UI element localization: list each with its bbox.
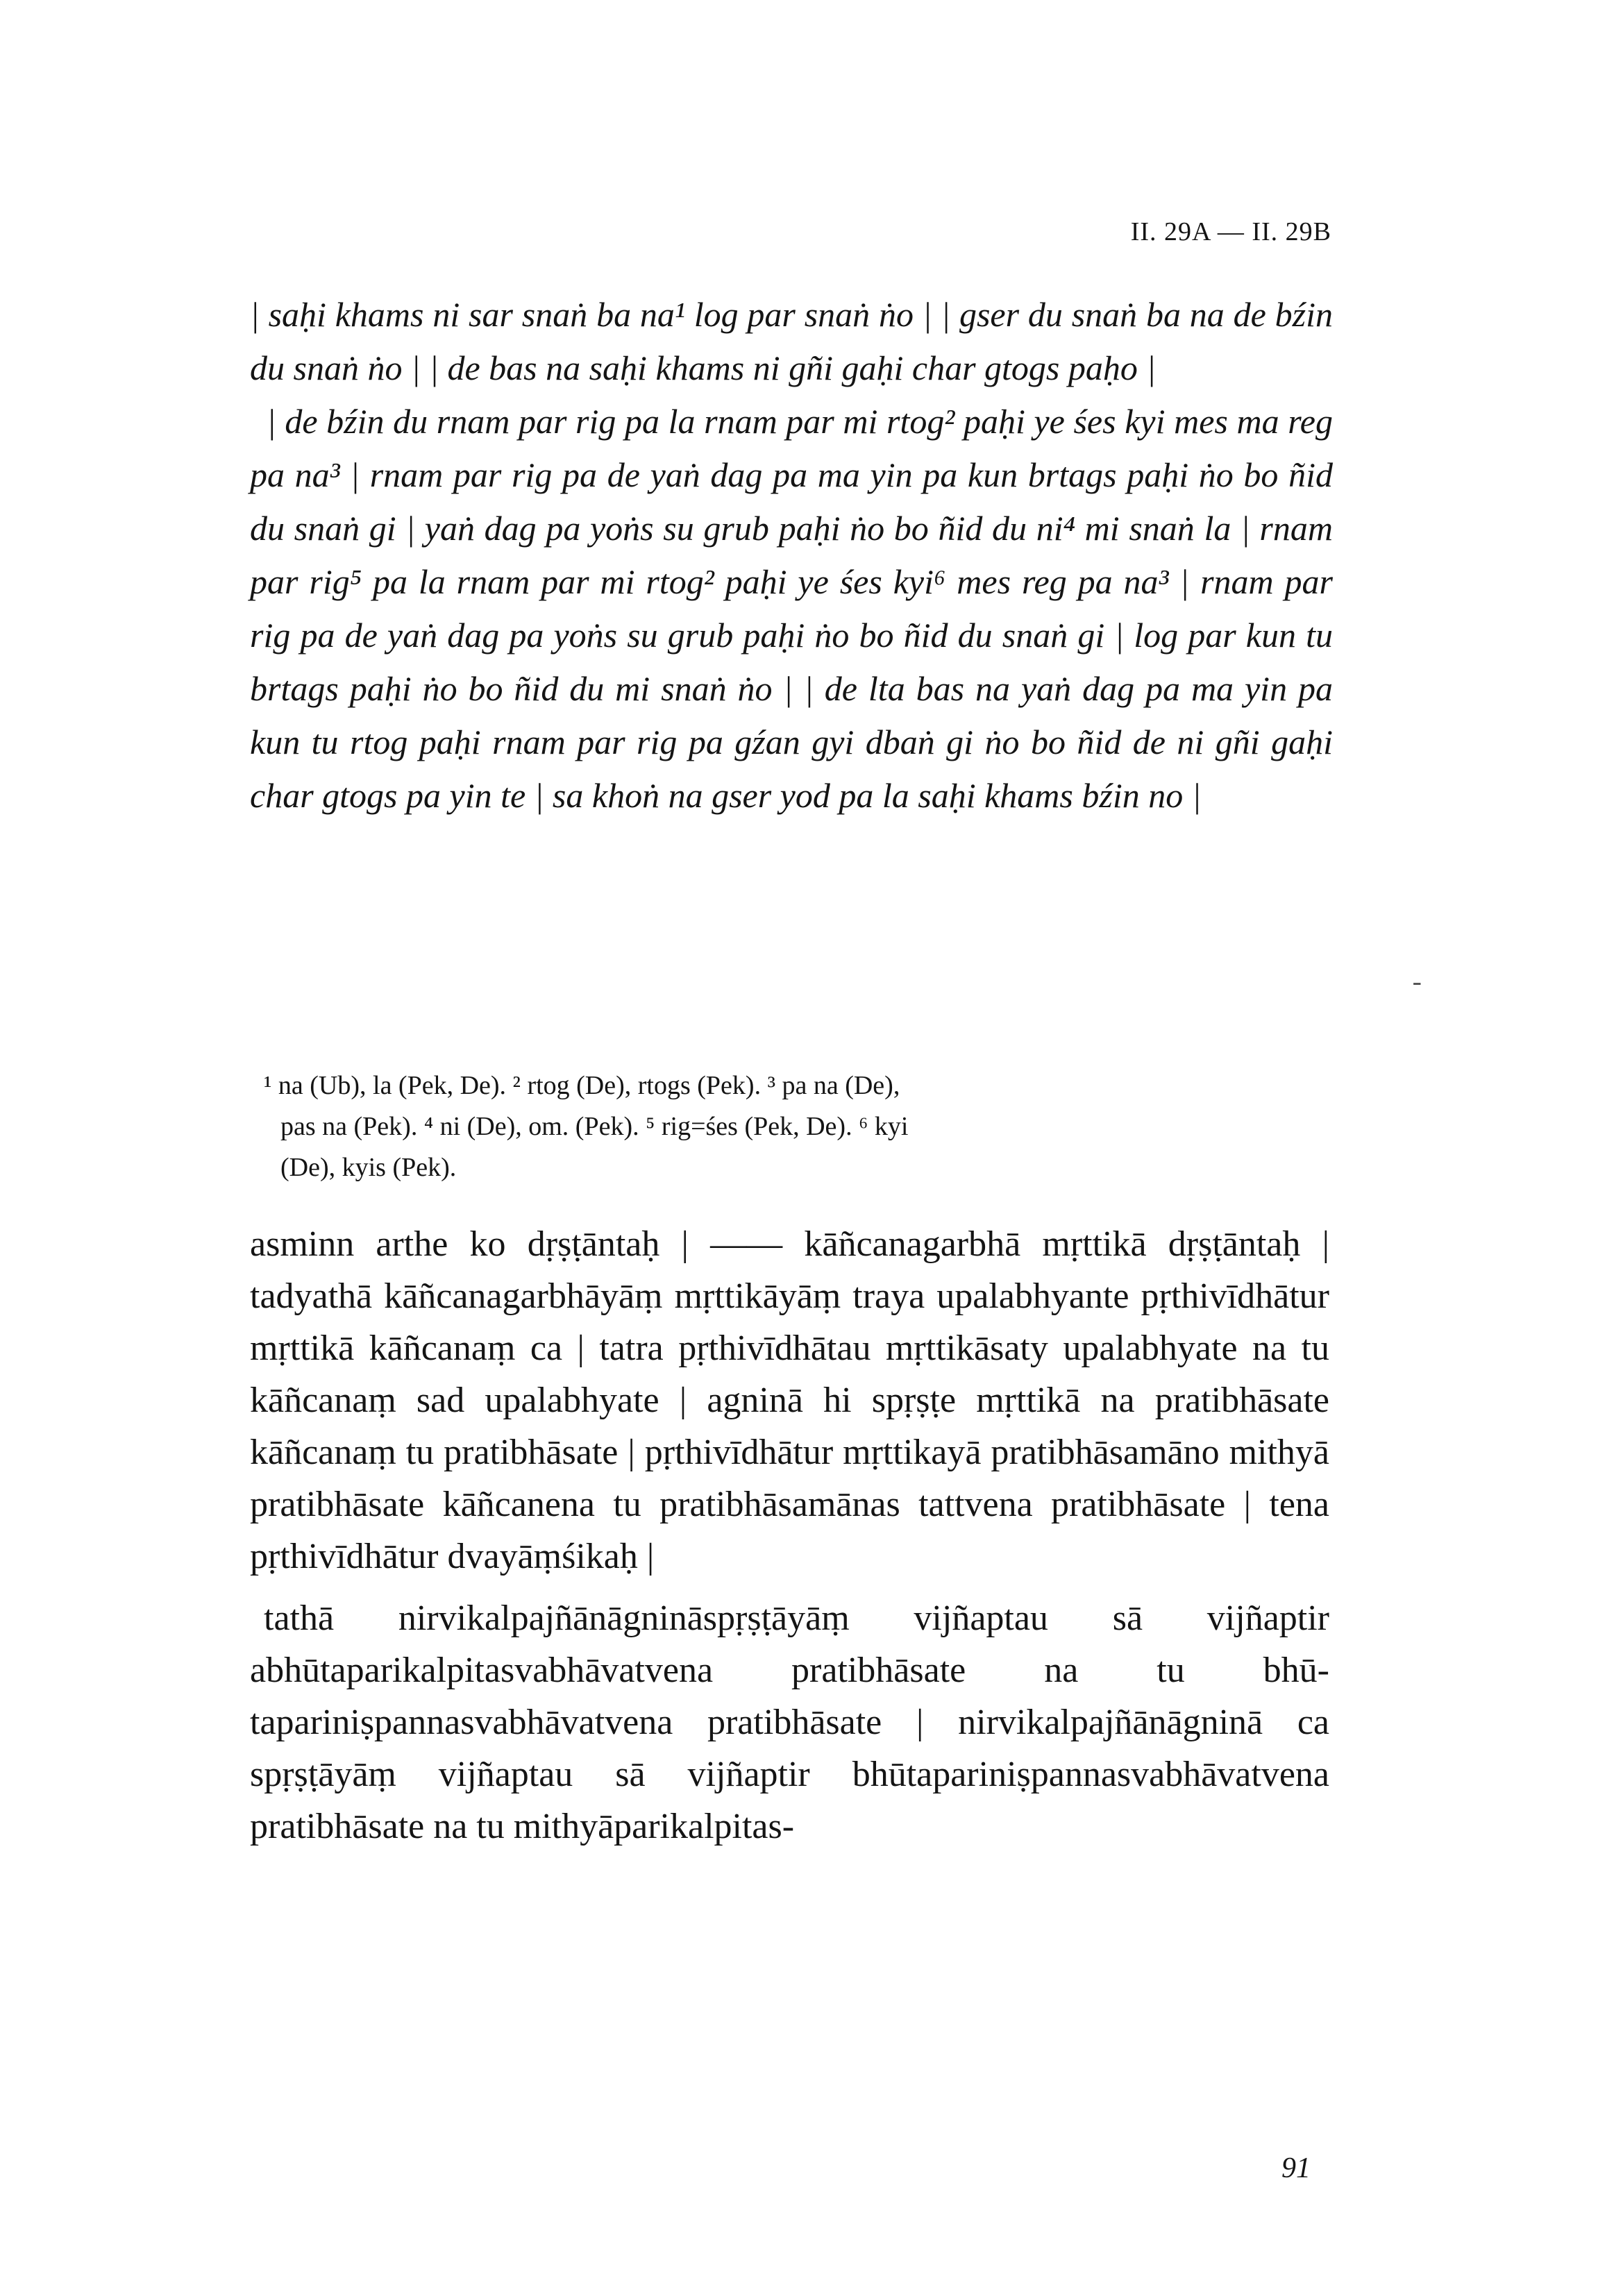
footnotes (264, 1065, 1333, 1188)
sanskrit-text-block (250, 1218, 1329, 1862)
tibetan-paragraph-1: | saḥi khams ni sar snaṅ ba na¹ log par snaṅ ṅo | | gser du snaṅ ba na de bźin du snaṅ ṅo | | de bas na saḥi khams ni gñi gaḥi char gtogs paḥo | (250, 295, 1333, 387)
page-number: 91 (1281, 2152, 1311, 2184)
tibetan-paragraph-2: | de bźin du rnam par rig pa la rnam par mi rtog² paḥi ye śes kyi mes ma reg pa na³ | rnam par rig pa de yaṅ dag pa ma yin pa kun brtags paḥi ṅo bo ñid du snaṅ gi | yaṅ dag pa yoṅs su grub paḥi ṅo bo ñid du ni⁴ mi snaṅ la | rnam par rig⁵ pa la rnam par mi rtog² paḥi ye śes kyi⁶ mes reg pa na³ | rnam par rig pa de yaṅ dag pa yoṅs su grub paḥi ṅo bo ñid du snaṅ gi | log par kun tu brtags paḥi ṅo bo ñid du mi snaṅ ṅo | | de lta bas na yaṅ dag pa ma yin pa kun tu rtog paḥi rnam par rig pa gźan gyi dbaṅ gi ṅo bo ñid de ni gñi gaḥi char gtogs pa yin te | sa khoṅ na gser yod pa la saḥi khams bźin no | (250, 402, 1333, 815)
footnote-line-2: pas na (Pek). ⁴ ni (De), om. (Pek). ⁵ rig=śes (Pek, De). ⁶ kyi (280, 1112, 909, 1141)
sanskrit-paragraph-1: asminn arthe ko dṛṣṭāntaḥ | —— kāñcanagarbhā mṛttikā dṛṣṭāntaḥ | tadyathā kāñcanagarbhāyāṃ mṛttikāyāṃ traya upalabhyante pṛthivīdhātur mṛttikā kāñcanaṃ ca | tatra pṛthivīdhātau mṛttikāsaty upalabhyate na tu kāñcanaṃ sad upalabhyate | agninā hi spṛṣṭe mṛttikā na pratibhāsate kāñcanaṃ tu pratibhāsate | pṛthivīdhātur mṛttikayā pratibhāsamāno mithyā pratibhāsate kāñcanena tu pratibhāsamānas tattvena pratibhāsate | tena pṛthivīdhātur dvayāṃśikaḥ | (250, 1224, 1329, 1576)
running-head: II. 29A — II. 29B (1130, 217, 1331, 246)
tibetan-text-block (250, 288, 1333, 822)
margin-mark: - (1412, 965, 1422, 997)
footnote-line-3: (De), kyis (Pek). (280, 1153, 457, 1182)
footnote-line-1: ¹ na (Ub), la (Pek, De). ² rtog (De), rtogs (Pek). ³ pa na (De), (264, 1071, 900, 1100)
sanskrit-paragraph-2: tathā nirvikalpajñānāgnināspṛṣṭāyāṃ vijñaptau sā vijñaptir abhūtaparikalpitasvabhāvatvena pratibhāsate na tu bhūtapariniṣpannasvabhāvatvena pratibhāsate | nirvikalpajñānāgninā ca spṛṣṭāyāṃ vijñaptau sā vijñaptir bhūtapariniṣpannasvabhāvatvena pratibhāsate na tu mithyāparikalpitas- (250, 1598, 1329, 1846)
